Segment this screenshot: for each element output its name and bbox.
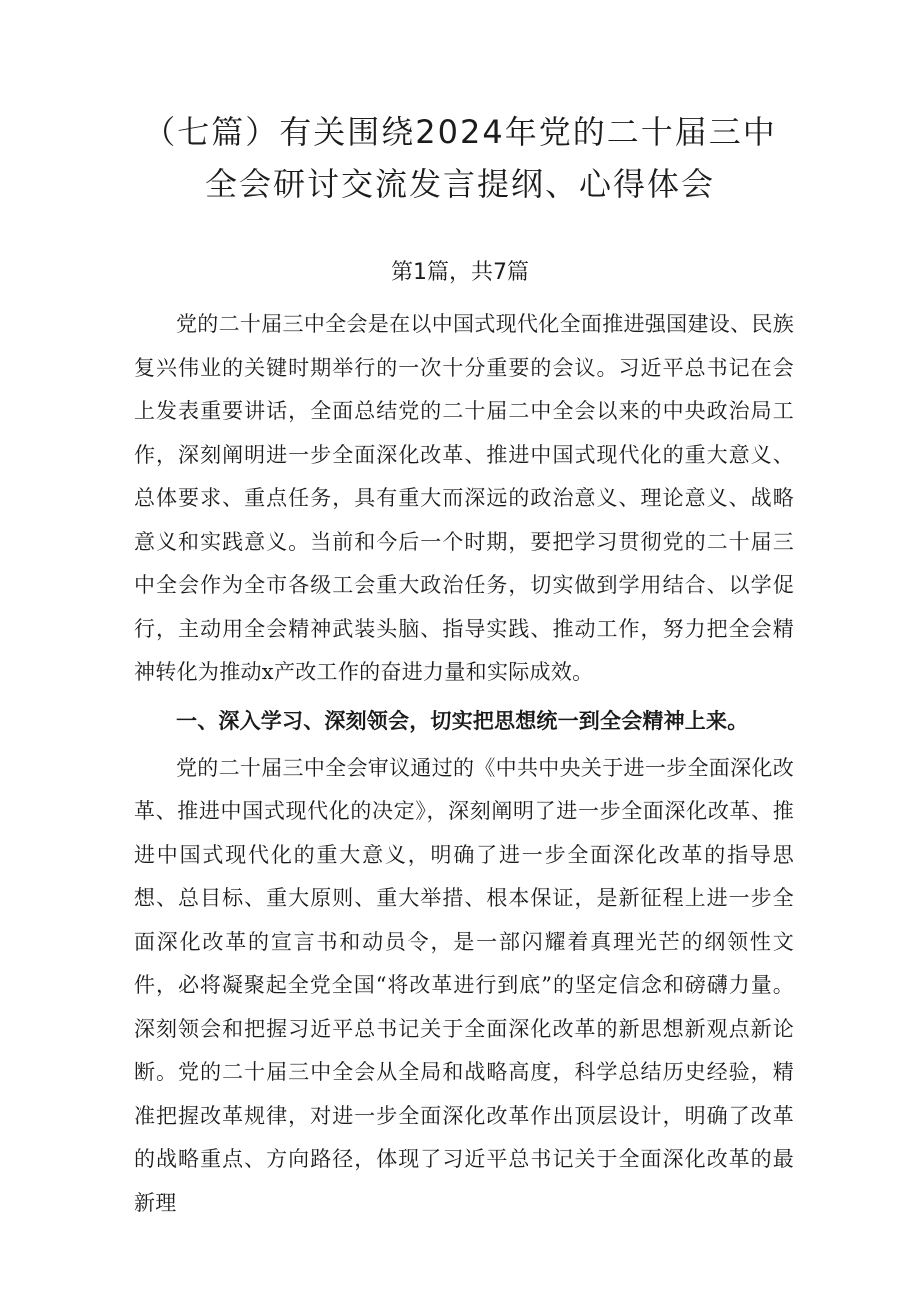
paragraph-section-1: 党的二十届三中全会审议通过的《中共中央关于进一步全面深化改革、推进中国式现代化的决定》，深刻阐明了进一步全面深化改革、推进中国式现代化的重大意义，明确了进一步全面深化改革的指导思想、总目标、重大原则、重大举措、根本保证，是新征程上进一步全面深化改革的宣言书和动员令，是一部闪耀着真理光芒的纲领性文件，必将凝聚起全党全国“将改革进行到底”的坚定信念和磅礴力量。深刻领会和把握习近平总书记关于全面深化改革的新思想新观点新论断。党的二十届三中全会从全局和战略高度，科学总结历史经验，精准把握改革规律，对进一步全面深化改革作出顶层设计，明确了改革的战略重点、方向路径，体现了习近平总书记关于全面深化改革的最新理 <box>134 755 794 1215</box>
title-line-2: 全会研讨交流发言提纲、心得体会 <box>204 165 715 203</box>
section-heading-1: 一、深入学习、深刻领会，切实把思想统一到全会精神上来。 <box>176 708 749 733</box>
document-title <box>60 106 860 210</box>
part-label: 第1篇，共7篇 <box>391 260 529 285</box>
paragraph-intro: 党的二十届三中全会是在以中国式现代化全面推进强国建设、民族复兴伟业的关键时期举行的一次十分重要的会议。习近平总书记在会上发表重要讲话，全面总结党的二十届二中全会以来的中央政治局工作，深刻阐明进一步全面深化改革、推进中国式现代化的重大意义、总体要求、重点任务，具有重大而深远的政治意义、理论意义、战略意义和实践意义。当前和今后一个时期，要把学习贯彻党的二十届三中全会作为全市各级工会重大政治任务，切实做到学用结合、以学促行，主动用全会精神武装头脑、指导实践、推动工作，努力把全会精神转化为推动x产改工作的奋进力量和实际成效。 <box>134 312 794 684</box>
document-body <box>134 303 794 1225</box>
title-line-1: （七篇）有关围绕2024年党的二十届三中 <box>143 113 777 151</box>
